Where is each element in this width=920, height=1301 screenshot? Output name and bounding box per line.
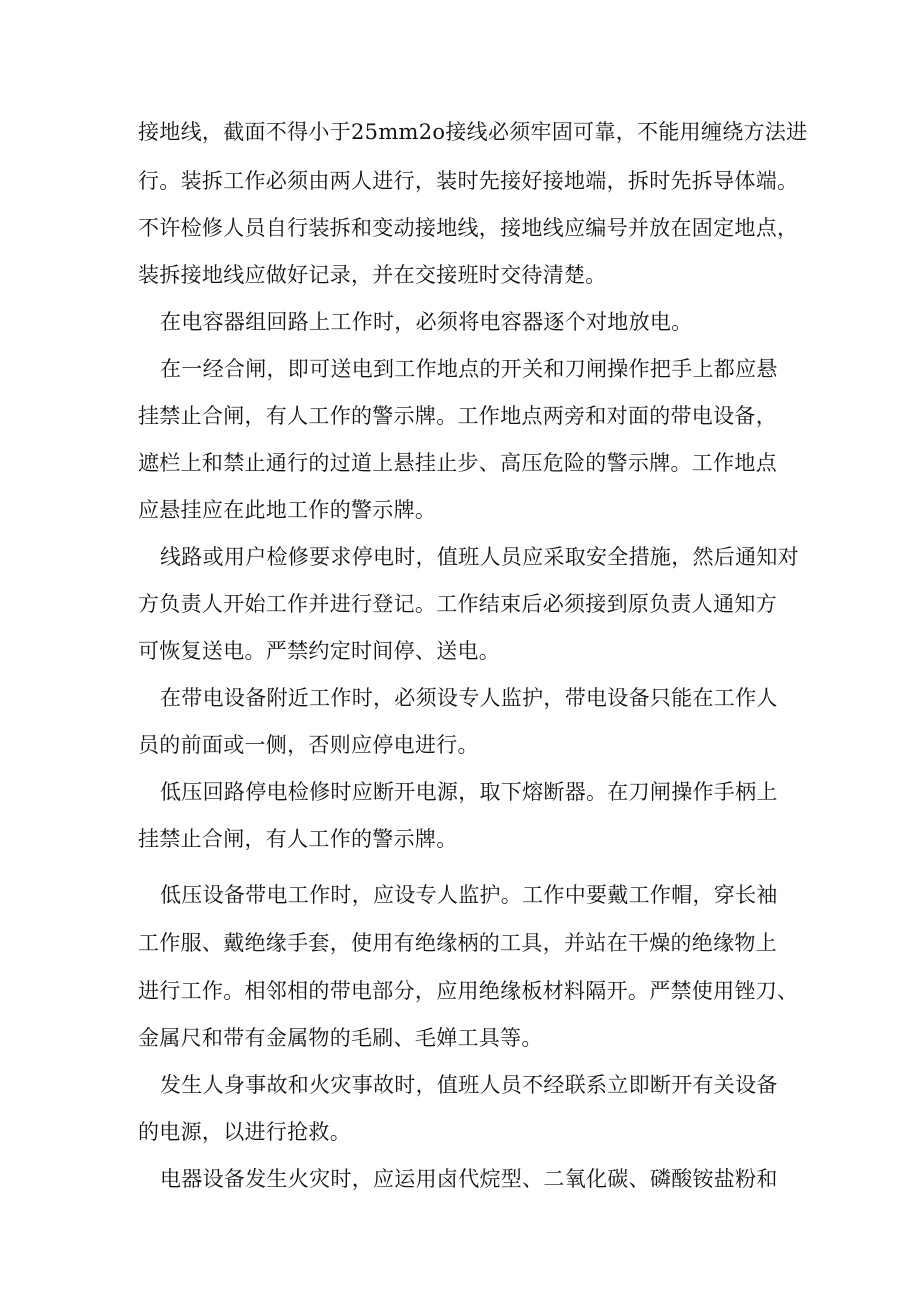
text-line: 金属尺和带有金属物的毛刷、毛婵工具等。 xyxy=(138,1026,543,1050)
text-line: 进行工作。相邻相的带电部分，应用绝缘板材料隔开。严禁使用锉刀、 xyxy=(138,979,799,1003)
text-line: 行。装拆工作必须由两人进行，装时先接好接地端，拆时先拆导体端。 xyxy=(138,169,799,193)
paragraph-start-line: 低压设备带电工作时，应设专人监护。工作中要戴工作帽，穿长袖 xyxy=(160,883,778,907)
text-line: 方负责人开始工作并进行登记。工作结束后必须接到原负责人通知方 xyxy=(138,592,777,616)
text-line: 装拆接地线应做好记录，并在交接班时交待清楚。 xyxy=(138,263,607,287)
text-line: 的电源，以进行抢救。 xyxy=(138,1120,351,1144)
paragraph-start-line: 在带电设备附近工作时，必须设专人监护，带电设备只能在工作人 xyxy=(160,686,778,710)
text-line: 可恢复送电。严禁约定时间停、送电。 xyxy=(138,639,501,663)
text-line: 遮栏上和禁止通行的过道上悬挂止步、高压危险的警示牌。工作地点 xyxy=(138,451,777,475)
text-line: 不许检修人员自行装拆和变动接地线，接地线应编号并放在固定地点， xyxy=(138,216,799,240)
text-line: 应悬挂应在此地工作的警示牌。 xyxy=(138,498,437,522)
paragraph-start-line: 线路或用户检修要求停电时，值班人员应采取安全措施，然后通知对 xyxy=(160,545,799,569)
text-line: 接地线，截面不得小于25mm2o接线必须牢固可靠，不能用缠绕方法进 xyxy=(138,120,808,144)
paragraph-start-line: 在电容器组回路上工作时，必须将电容器逐个对地放电。 xyxy=(160,310,693,334)
paragraph-start-line: 低压回路停电检修时应断开电源，取下熔断器。在刀闸操作手柄上 xyxy=(160,780,778,804)
paragraph-start-line: 发生人身事故和火灾事故时，值班人员不经联系立即断开有关设备 xyxy=(160,1073,778,1097)
text-line: 挂禁止合闸，有人工作的警示牌。工作地点两旁和对面的带电设备， xyxy=(138,404,777,428)
text-line: 挂禁止合闸，有人工作的警示牌。 xyxy=(138,827,458,851)
text-line: 工作服、戴绝缘手套，使用有绝缘柄的工具，并站在干燥的绝缘物上 xyxy=(138,931,777,955)
text-line: 员的前面或一侧，否则应停电进行。 xyxy=(138,733,479,757)
paragraph-start-line: 在一经合闸，即可送电到工作地点的开关和刀闸操作把手上都应悬 xyxy=(160,357,778,381)
paragraph-start-line: 电器设备发生火灾时，应运用卤代烷型、二氧化碳、磷酸铵盐粉和 xyxy=(160,1167,778,1191)
